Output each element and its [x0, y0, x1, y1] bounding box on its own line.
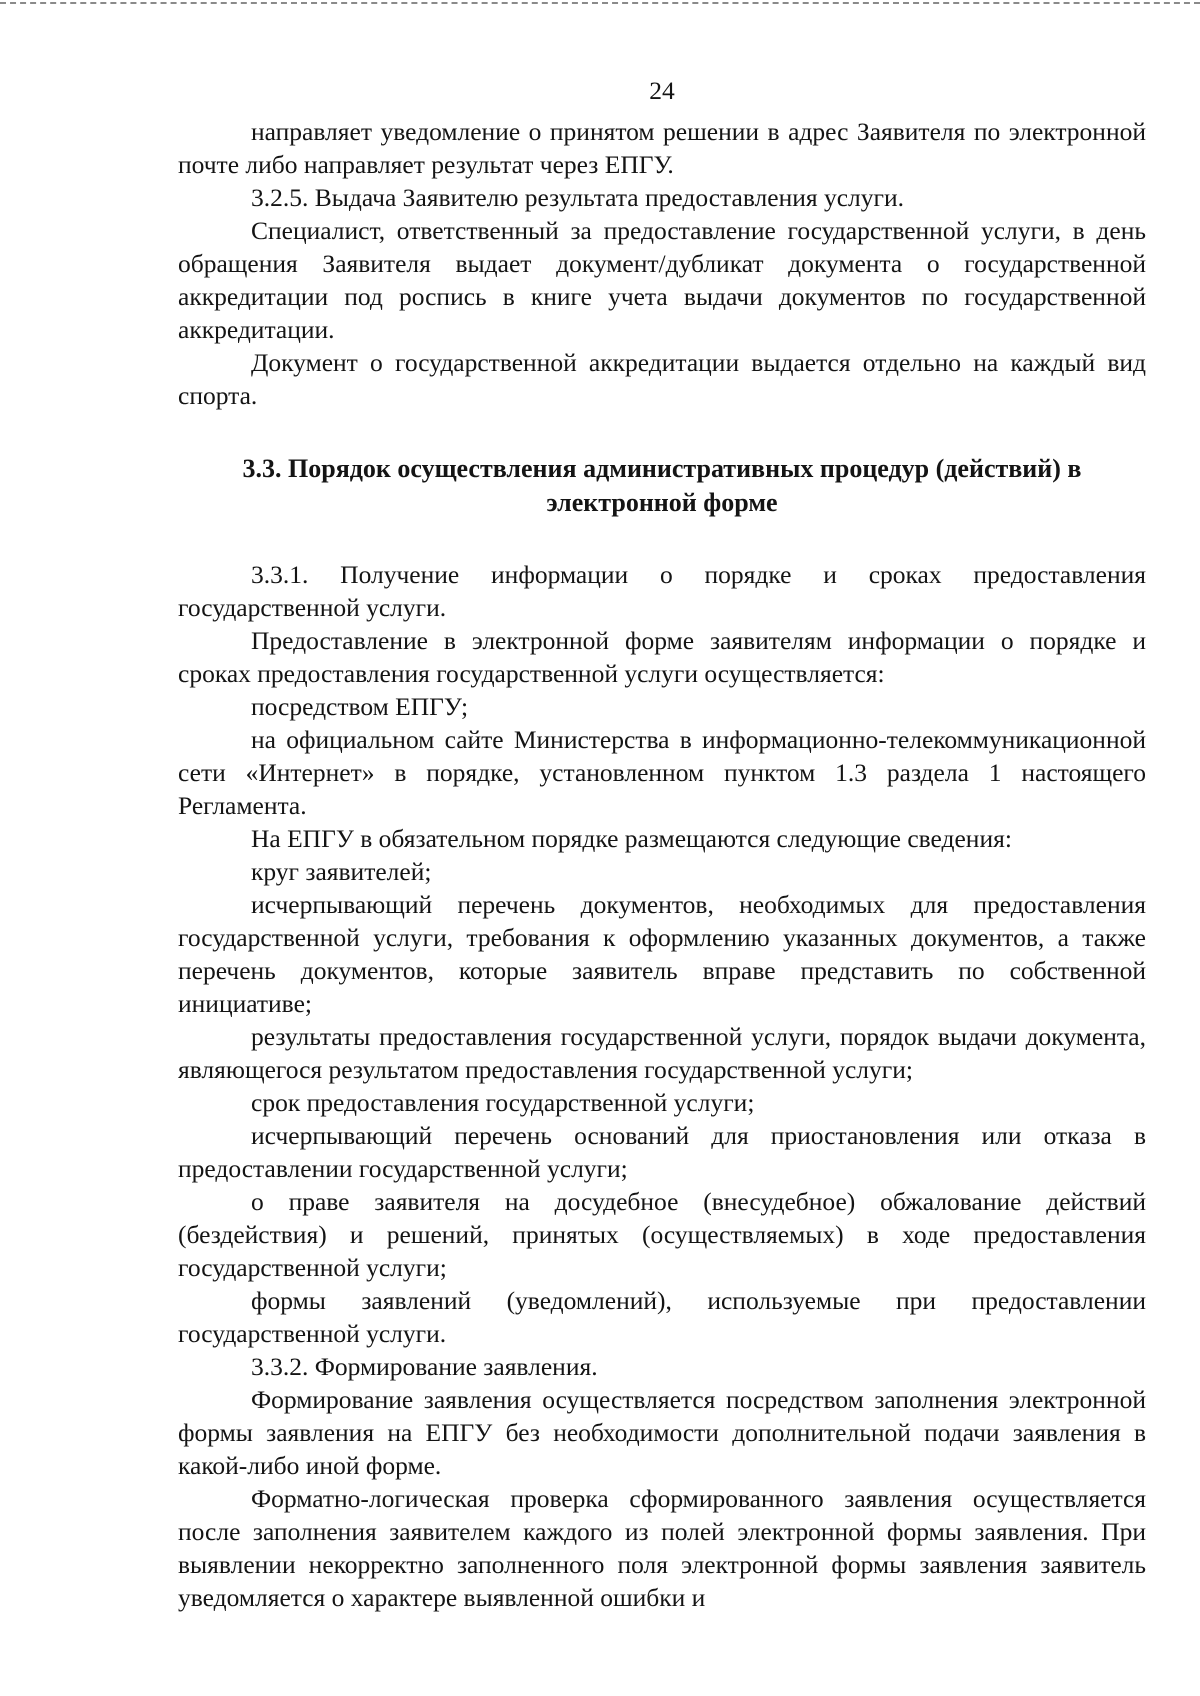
- list-item-applicants: круг заявителей;: [251, 857, 432, 886]
- paragraph-format-check: Форматно-логическая проверка сформированного заявления осуществляется после заполнения заявителем каждого из полей электронной формы заявления. При выявлении некорректно заполненного поля электронной формы заявления заявитель уведомляется о характере выявленной ошибки и: [178, 1484, 1146, 1612]
- paragraph-form-filling: Формирование заявления осуществляется посредством заполнения электронной формы заявления на ЕПГУ без необходимости дополнительной подачи заявления в какой-либо иной форме.: [178, 1385, 1146, 1480]
- paragraph-3-3-1: 3.3.1. Получение информации о порядке и сроках предоставления государственной услуги.: [178, 560, 1146, 622]
- paragraph-3-2-5: 3.2.5. Выдача Заявителю результата предоставления услуги.: [251, 183, 904, 212]
- document-page: [178, 74, 1146, 1614]
- paragraph-document-per-sport: Документ о государственной аккредитации выдается отдельно на каждый вид спорта.: [178, 348, 1146, 410]
- list-item-term: срок предоставления государственной услуги;: [251, 1088, 755, 1117]
- paragraph-notification: направляет уведомление о принятом решении в адрес Заявителя по электронной почте либо направляет результат через ЕПГУ.: [178, 117, 1146, 179]
- paragraph-3-3-2: 3.3.2. Формирование заявления.: [251, 1352, 598, 1381]
- list-item-forms: формы заявлений (уведомлений), используемые при предоставлении государственной услуги.: [178, 1286, 1146, 1348]
- list-item-epgu: посредством ЕПГУ;: [251, 692, 469, 721]
- paragraph-specialist: Специалист, ответственный за предоставление государственной услуги, в день обращения Заявителя выдает документ/дубликат документа о государственной аккредитации под роспись в книге учета выдачи документов по государственной аккредитации.: [178, 216, 1146, 344]
- list-item-results: результаты предоставления государственной услуги, порядок выдачи документа, являющегося результатом предоставления государственной услуги;: [178, 1022, 1146, 1084]
- page-number: 24: [649, 76, 675, 105]
- section-heading-3-3: 3.3. Порядок осуществления административных процедур (действий) в электронной форме: [242, 454, 1082, 517]
- list-item-ministry-site: на официальном сайте Министерства в информационно-телекоммуникационной сети «Интернет» в порядке, установленном пунктом 1.3 раздела 1 настоящего Регламента.: [178, 725, 1146, 820]
- paragraph-epgu-info: На ЕПГУ в обязательном порядке размещаются следующие сведения:: [251, 824, 1012, 853]
- list-item-documents: исчерпывающий перечень документов, необходимых для предоставления государственной услуги, требования к оформлению указанных документов, а также перечень документов, которые заявитель вправе представить по собственной инициативе;: [178, 890, 1146, 1018]
- scan-top-edge: [0, 2, 1200, 4]
- list-item-appeal-right: о праве заявителя на досудебное (внесудебное) обжалование действий (бездействия) и решений, принятых (осуществляемых) в ходе предоставления государственной услуги;: [178, 1187, 1146, 1282]
- paragraph-info-provision: Предоставление в электронной форме заявителям информации о порядке и сроках предоставления государственной услуги осуществляется:: [178, 626, 1146, 688]
- list-item-refusal-grounds: исчерпывающий перечень оснований для приостановления или отказа в предоставлении государственной услуги;: [178, 1121, 1146, 1183]
